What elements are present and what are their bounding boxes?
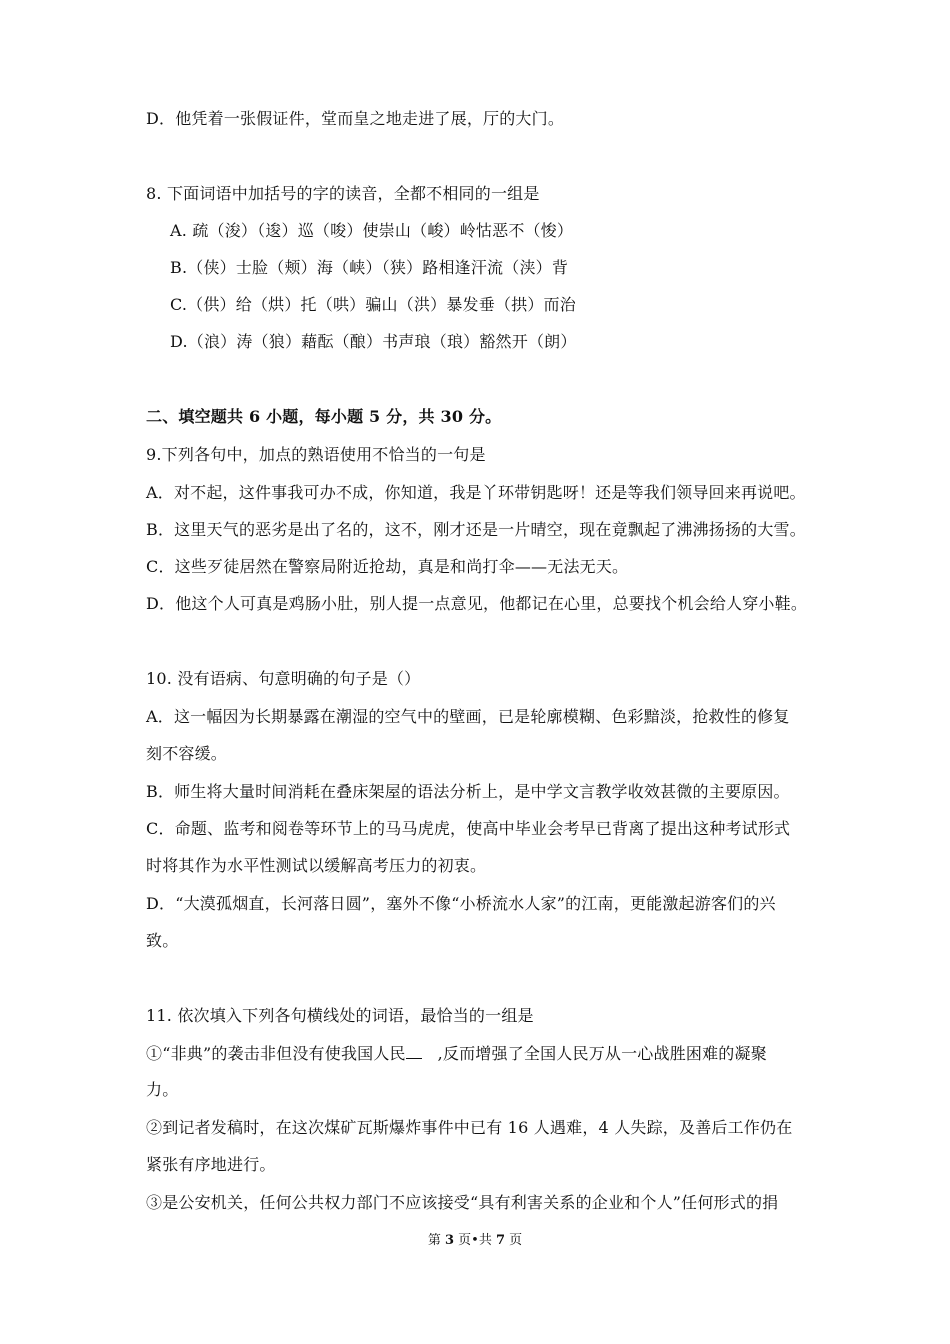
q9-stem: 9.下列各句中，加点的熟语使用不恰当的一句是	[146, 445, 486, 464]
q8-option-a: A. 疏（浚）（逡）巡（唆）使崇山（峻）岭怙恶不（悛）	[170, 221, 574, 240]
q10-option-d-line2: 致。	[146, 931, 179, 950]
footer-total-pages: 7	[495, 1233, 506, 1248]
q11-sentence3-line1: ③是公安机关，任何公共权力部门不应该接受“具有利害关系的企业和个人”任何形式的捐	[146, 1193, 779, 1212]
q9-option-c: C．这些歹徒居然在警察局附近抢劫，真是和尚打伞——无法无天。	[146, 557, 629, 576]
q10-option-a-line2: 刻不容缓。	[146, 744, 228, 763]
q8-stem: 8. 下面词语中加括号的字的读音，全都不相同的一组是	[146, 184, 540, 203]
q11-stem: 11. 依次填入下列各句横线处的词语，最恰当的一组是	[146, 1006, 534, 1025]
q11-sentence1-part1: ①“非典”的袭击非但没有使我国人民	[146, 1044, 406, 1063]
q11-sentence1-line2: 力。	[146, 1080, 179, 1099]
q9-option-d: D．他这个人可真是鸡肠小肚，别人提一点意见，他都记在心里，总要找个机会给人穿小鞋。	[146, 594, 808, 613]
section-heading: 二、填空题共 6 小题，每小题 5 分，共 30 分。	[146, 407, 502, 426]
footer-page-number: 3	[444, 1233, 455, 1248]
q7-option-d: D．他凭着一张假证件，堂而皇之地走进了展，厅的大门。	[146, 109, 565, 128]
q10-option-c-line2: 时将其作为水平性测试以缓解高考压力的初衷。	[146, 856, 487, 875]
q9-option-b: B．这里天气的恶劣是出了名的，这不，刚才还是一片晴空，现在竟飘起了沸沸扬扬的大雪。	[146, 520, 806, 539]
q11-sentence2-line2: 紧张有序地进行。	[146, 1155, 276, 1174]
q10-option-b: B．师生将大量时间消耗在叠床架屋的语法分析上，是中学文言教学收效甚微的主要原因。	[146, 782, 790, 801]
page-footer	[0, 1232, 950, 1250]
q11-sentence1-part2: ,反而增强了全国人民万从一心战胜困难的凝聚	[421, 1044, 767, 1063]
q11-sentence1-line1	[146, 1042, 767, 1065]
q10-option-a-line1: A．这一幅因为长期暴露在潮湿的空气中的壁画，已是轮廓模糊、色彩黯淡，抢救性的修复	[146, 707, 790, 726]
q8-option-c: C.（供）给（烘）托（哄）骗山（洪）暴发垂（拱）而治	[170, 295, 576, 314]
q10-stem: 10. 没有语病、句意明确的句子是（）	[146, 669, 421, 688]
footer-suffix: 页	[505, 1233, 523, 1248]
q8-option-b: B.（侠）士脸（颊）海（峡）（狭）路相逢汗流（浃）背	[170, 258, 569, 277]
q11-sentence2-line1: ②到记者发稿时，在这次煤矿瓦斯爆炸事件中已有 16 人遇难，4 人失踪，及善后工作仍在	[146, 1118, 793, 1137]
q10-option-c-line1: C．命题、监考和阅卷等环节上的马马虎虎，使高中毕业会考早已背离了提出这种考试形式	[146, 819, 791, 838]
q8-option-d: D.（浪）涛（狼）藉酝（酿）书声琅（琅）豁然开（朗）	[170, 332, 577, 351]
footer-middle: 页•共	[454, 1233, 496, 1248]
footer-prefix: 第	[427, 1233, 445, 1248]
q10-option-d-line1: D．“大漠孤烟直，长河落日圆”，塞外不像“小桥流水人家”的江南，更能激起游客们的兴	[146, 894, 776, 913]
fill-blank-line	[406, 1042, 422, 1059]
q9-option-a: A．对不起，这件事我可办不成，你知道，我是丫环带钥匙呀！还是等我们领导回来再说吧。	[146, 483, 806, 502]
